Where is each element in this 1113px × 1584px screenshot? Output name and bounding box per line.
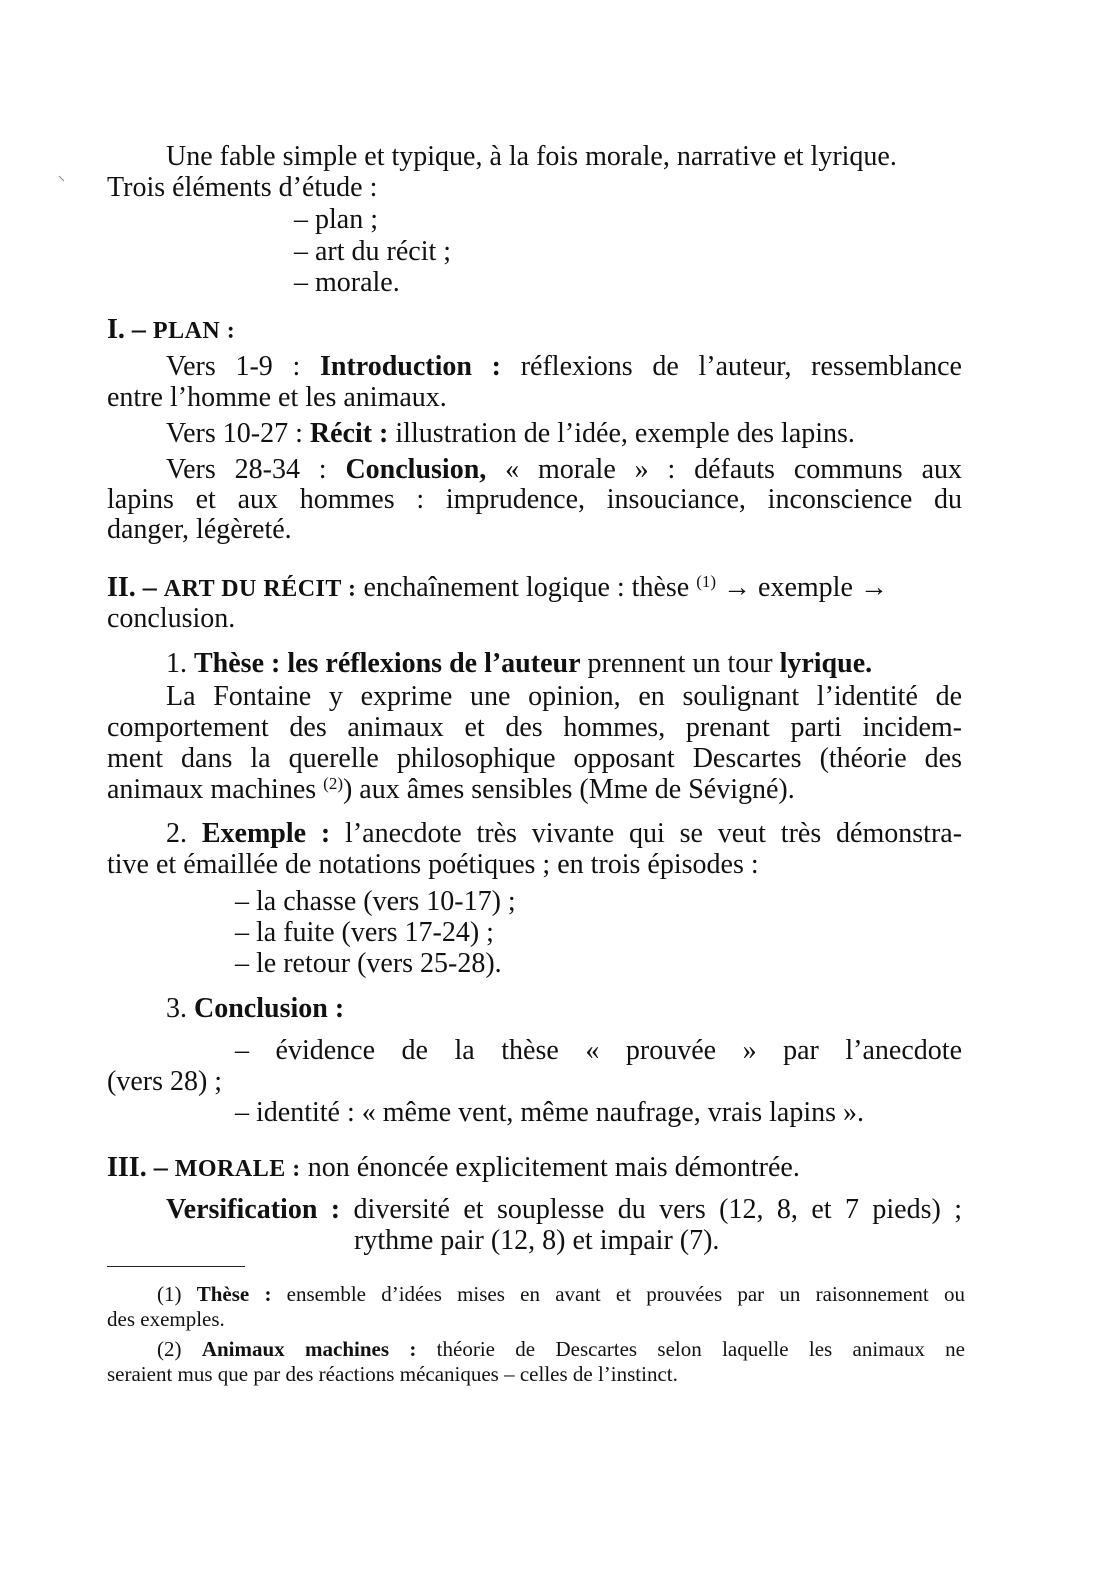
versification-line-cont: rythme pair (12, 8) et impair (7). [354,1225,720,1256]
conclusion-item: – évidence de la thèse « prouvée » par l’anecdote [235,1035,962,1066]
section-heading-art-du-recit [107,572,969,605]
footnote-1 [157,1281,965,1307]
these-para-line: comportement des animaux et des hommes, prenant parti incidem- [107,712,962,743]
footnote-ref: (1) [696,572,717,591]
these-heading [166,648,1028,680]
footnote-text: théorie de Descartes selon laquelle les animaux ne [416,1337,965,1361]
conclusion-item: – identité : « même vent, même naufrage, vrais lapins ». [235,1097,865,1128]
plan-vers-3-cont: lapins et aux hommes : imprudence, insouciance, inconscience du [107,484,962,515]
plan-vers-2 [166,418,1028,450]
footnote-term: Animaux machines : [201,1337,417,1361]
footnote-mark: (1) [157,1282,197,1306]
item-number: 3. [166,993,194,1024]
section-text: non énoncée explicitement mais démontrée. [300,1152,800,1183]
episode-item: – la fuite (vers 17-24) ; [235,917,494,948]
intro-line-2: Trois éléments d’étude : [107,172,378,203]
exemple-term: Exemple : [201,818,331,849]
section-text-cont: conclusion. [107,603,236,634]
section-heading-plan [107,314,969,347]
conclusion-item-cont: (vers 28) ; [107,1066,223,1097]
intro-item: – plan ; [294,204,378,235]
intro-item: – morale. [294,267,400,298]
footnote-2 [157,1336,965,1362]
vers-label: Vers 28-34 : [166,454,346,485]
versification-term: Versification : [166,1194,341,1225]
these-para-line [107,774,969,806]
section-number: II. – [107,572,164,603]
vers-text: réflexions de l’auteur, ressemblance [501,351,962,382]
versification-text: diversité et souplesse du vers (12, 8, et 7 pieds) ; [340,1194,962,1225]
conclusion-heading [166,993,1028,1025]
section-title: MORALE : [174,1156,301,1182]
footnote-term: Thèse : [196,1282,272,1306]
plan-vers-3 [166,454,962,486]
episode-item: – la chasse (vers 10-17) ; [235,886,516,917]
vers-text: illustration de l’idée, exemple des lapins. [388,418,855,449]
versification-line [166,1194,962,1226]
exemple-para-line: tive et émaillée de notations poétiques ; en trois épisodes : [107,849,759,880]
these-para-line: ment dans la querelle philosophique opposant Descartes (théorie des [107,743,962,774]
footnote-text: ensemble d’idées mises en avant et prouvées par un raisonnement ou [271,1282,965,1306]
these-term: Thèse : les réflexions de l’auteur [194,648,581,679]
exemple-heading [166,818,962,850]
section-title: PLAN : [152,318,236,344]
section-number: I. – [107,314,153,345]
exemple-text: l’anecdote très vivante qui se veut très démonstra- [330,818,963,849]
section-heading-morale [107,1152,969,1185]
intro-item: – art du récit ; [294,236,452,267]
plan-vers-1 [166,351,962,383]
footnote-2-cont: seraient mus que par des réactions mécaniques – celles de l’instinct. [107,1362,678,1386]
section-number: III. – [107,1152,175,1183]
these-para-line: La Fontaine y exprime une opinion, en soulignant l’identité de [166,681,962,712]
vers-term: Récit : [309,418,389,449]
these-term: lyrique. [779,648,873,679]
footnote-mark: (2) [157,1337,202,1361]
these-text: ) aux âmes sensibles (Mme de Sévigné). [342,774,795,805]
vers-term: Conclusion, [345,454,487,485]
plan-vers-1-cont: entre l’homme et les animaux. [107,382,447,413]
plan-vers-3-cont: danger, légèreté. [107,514,292,545]
these-text: animaux machines [107,774,324,805]
episode-item: – le retour (vers 25-28). [235,948,502,979]
conclusion-term: Conclusion : [194,993,345,1024]
vers-text: « morale » : défauts communs aux [486,454,962,485]
intro-line-1: Une fable simple et typique, à la fois morale, narrative et lyrique. [166,141,897,172]
section-text: → exemple → [716,572,888,603]
footnote-ref: (2) [323,774,343,793]
vers-label: Vers 1-9 : [166,351,320,382]
scan-speck [59,176,65,182]
section-text: enchaînement logique : thèse [356,572,697,603]
item-number: 2. [166,818,202,849]
footnote-rule [107,1266,245,1267]
vers-term: Introduction : [320,351,501,382]
footnote-1-cont: des exemples. [107,1307,225,1331]
vers-label: Vers 10-27 : [166,418,310,449]
section-title: ART DU RÉCIT : [163,576,357,602]
these-text: prennent un tour [580,648,780,679]
item-number: 1. [166,648,194,679]
